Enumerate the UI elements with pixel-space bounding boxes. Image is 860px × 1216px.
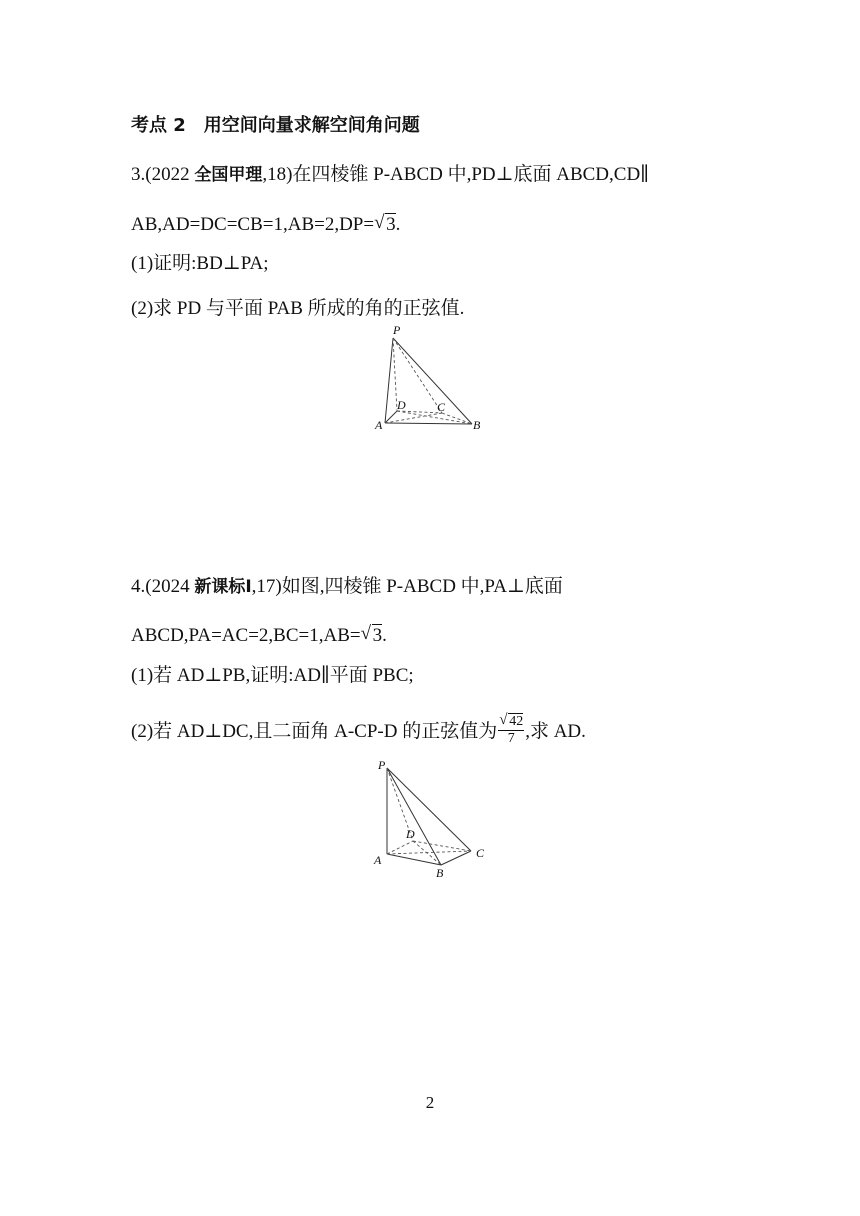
problem4-number: 4.(2024	[131, 576, 195, 597]
label-A: A	[375, 418, 383, 432]
label-C: C	[476, 846, 485, 860]
problem3-source: 全国甲理	[194, 165, 263, 185]
label-P: P	[378, 758, 386, 772]
sqrt-expression: √ 3	[374, 212, 396, 235]
label-D: D	[397, 398, 406, 412]
problem4-source: 新课标Ⅰ	[194, 577, 252, 597]
sqrt-expression: √ 3	[360, 623, 383, 646]
problem3-statement-2: AB,AD=DC=CB=1,AB=2,DP=	[131, 214, 375, 235]
label-B: B	[473, 418, 481, 432]
label-D: D	[406, 827, 415, 841]
page-number: 2	[425, 1093, 435, 1112]
problem4-part1: (1)若 AD⊥PB,证明:AD∥平面 PBC;	[131, 665, 414, 686]
problem3-line1	[131, 163, 649, 187]
problem4-part2: (2)若 AD⊥DC,且二面角 A-CP-D 的正弦值为 √ 42 7 ,求 AD.	[131, 712, 586, 746]
label-C: C	[437, 400, 446, 414]
label-A: A	[374, 853, 382, 867]
problem3-pyramid-figure	[370, 325, 490, 435]
problem3-part1: (1)证明:BD⊥PA;	[131, 253, 269, 274]
problem4-pyramid-figure	[368, 757, 498, 882]
problem3-number: 3.(2022	[131, 164, 195, 185]
section-title: 考点 2 用空间向量求解空间角问题	[131, 115, 420, 136]
problem4-statement-1: ,17)如图,四棱锥 P-ABCD 中,PA⊥底面	[251, 576, 563, 597]
problem3-part2: (2)求 PD 与平面 PAB 所成的角的正弦值.	[131, 298, 465, 319]
label-B: B	[436, 866, 444, 880]
problem4-line1	[131, 575, 563, 599]
problem4-statement-2: ABCD,PA=AC=2,BC=1,AB=	[131, 625, 361, 646]
problem3-statement-1: ,18)在四棱锥 P-ABCD 中,PD⊥底面 ABCD,CD∥	[262, 164, 649, 185]
fraction-sqrt42-over-7: √ 42 7	[499, 712, 524, 746]
problem4-line2: ABCD,PA=AC=2,BC=1,AB= √ 3.	[131, 623, 387, 646]
problem3-line2: AB,AD=DC=CB=1,AB=2,DP= √ 3.	[131, 212, 401, 235]
label-P: P	[393, 325, 401, 337]
